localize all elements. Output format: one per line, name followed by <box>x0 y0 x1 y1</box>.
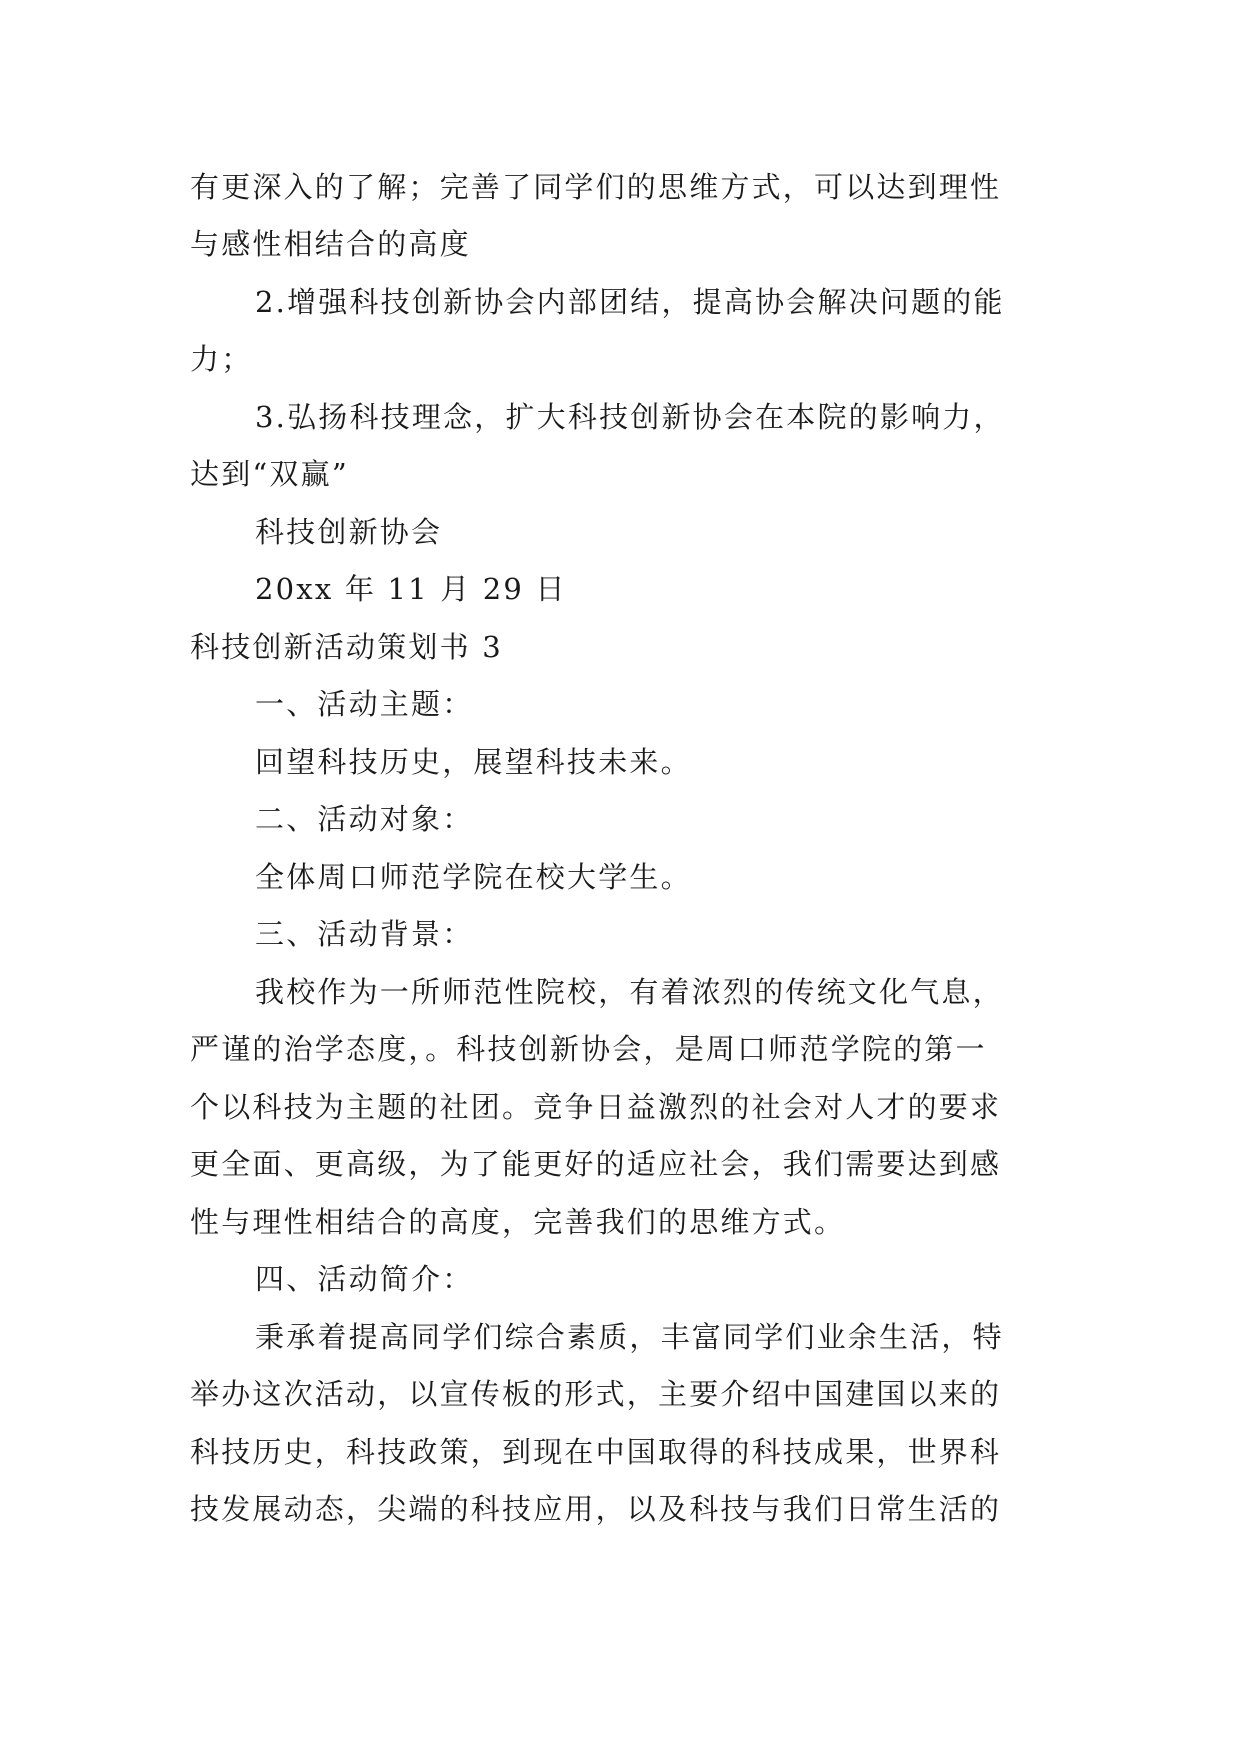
paragraph-line: 有更深入的了解；完善了同学们的思维方式，可以达到理性 <box>190 170 1002 204</box>
list-item-line: 2.增强科技创新协会内部团结，提高协会解决问题的能 <box>255 285 1005 319</box>
paragraph-line: 回望科技历史，展望科技未来。 <box>255 745 692 779</box>
paragraph-line: 我校作为一所师范性院校，有着浓烈的传统文化气息， <box>255 975 1004 1009</box>
paragraph-line: 达到“双赢” <box>190 457 349 491</box>
paragraph-line: 与感性相结合的高度 <box>190 227 471 261</box>
list-item-line: 3.弘扬科技理念，扩大科技创新协会在本院的影响力， <box>255 400 1005 434</box>
paragraph-line: 严谨的治学态度，。科技创新协会，是周口师范学院的第一 <box>190 1032 987 1066</box>
paragraph-line: 更全面、更高级，为了能更好的适应社会，我们需要达到感 <box>190 1147 1002 1181</box>
section-heading: 二、活动对象： <box>255 802 474 836</box>
paragraph-line: 全体周口师范学院在校大学生。 <box>255 860 692 894</box>
paragraph-line: 技发展动态，尖端的科技应用，以及科技与我们日常生活的 <box>190 1492 1002 1526</box>
signature-date: 20xx 年 11 月 29 日 <box>255 572 567 606</box>
section-heading: 四、活动简介： <box>255 1262 474 1296</box>
section-heading: 三、活动背景： <box>255 917 474 951</box>
paragraph-line: 举办这次活动，以宣传板的形式，主要介绍中国建国以来的 <box>190 1377 1002 1411</box>
section-title: 科技创新活动策划书 3 <box>190 630 503 664</box>
signature-organization: 科技创新协会 <box>255 515 443 549</box>
paragraph-line: 秉承着提高同学们综合素质，丰富同学们业余生活，特 <box>255 1320 1004 1354</box>
section-heading: 一、活动主题： <box>255 687 474 721</box>
paragraph-line: 科技历史，科技政策，到现在中国取得的科技成果，世界科 <box>190 1435 1002 1469</box>
paragraph-line: 力； <box>190 342 253 376</box>
paragraph-line: 性与理性相结合的高度，完善我们的思维方式。 <box>190 1205 846 1239</box>
paragraph-line: 个以科技为主题的社团。竞争日益激烈的社会对人才的要求 <box>190 1090 1002 1124</box>
